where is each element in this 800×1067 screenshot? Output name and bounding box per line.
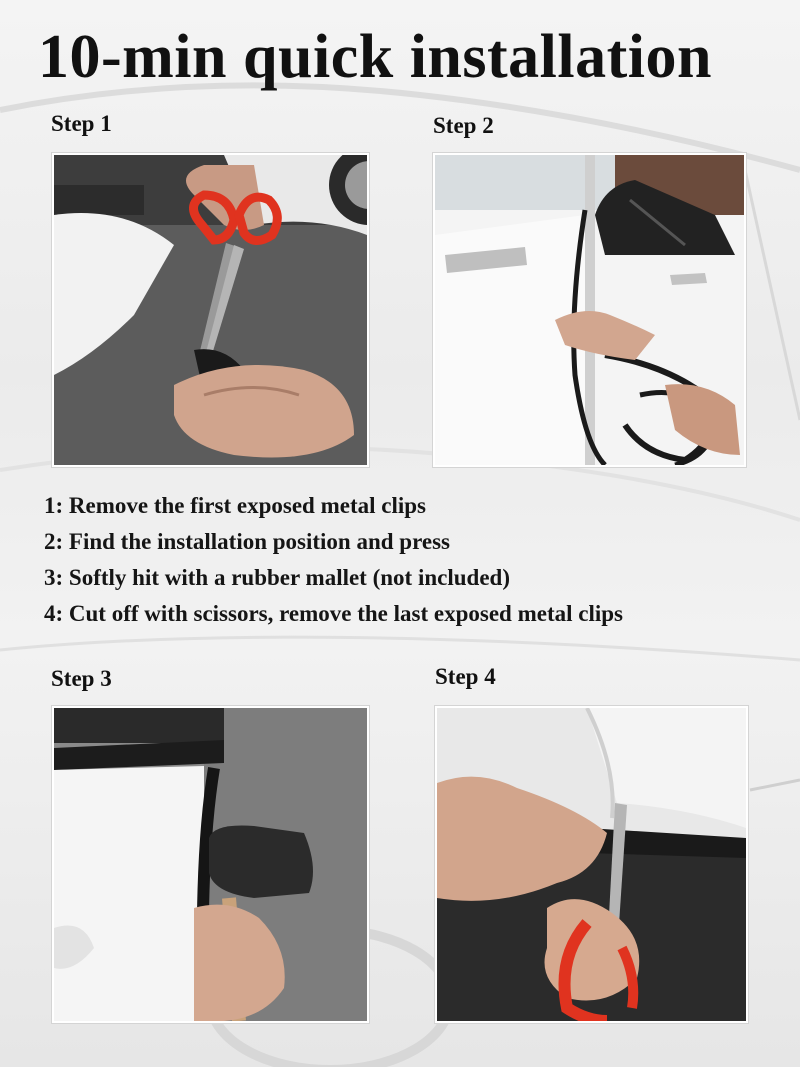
scissors-cutting-trim-icon [54, 155, 367, 465]
scissors-finishing-cut-icon [437, 708, 746, 1021]
instruction-item-3: 3: Softly hit with a rubber mallet (not included) [44, 565, 510, 590]
door-edge-pressing-icon [435, 155, 744, 465]
step-4-label: Step 4 [435, 664, 496, 689]
instruction-item-1: 1: Remove the first exposed metal clips [44, 493, 426, 518]
step-3-label: Step 3 [51, 666, 112, 691]
step-3-photo [52, 706, 369, 1023]
page-title: 10-min quick installation [38, 23, 712, 91]
instruction-list [44, 488, 623, 632]
instruction-item-4: 4: Cut off with scissors, remove the last exposed metal clips [44, 601, 623, 626]
rubber-mallet-icon [54, 708, 367, 1021]
step-1-photo [52, 153, 369, 467]
step-2-label: Step 2 [433, 113, 494, 138]
step-1-label: Step 1 [51, 111, 112, 136]
step-4-photo [435, 706, 748, 1023]
step-2-photo [433, 153, 746, 467]
instruction-item-2: 2: Find the installation position and press [44, 529, 451, 554]
